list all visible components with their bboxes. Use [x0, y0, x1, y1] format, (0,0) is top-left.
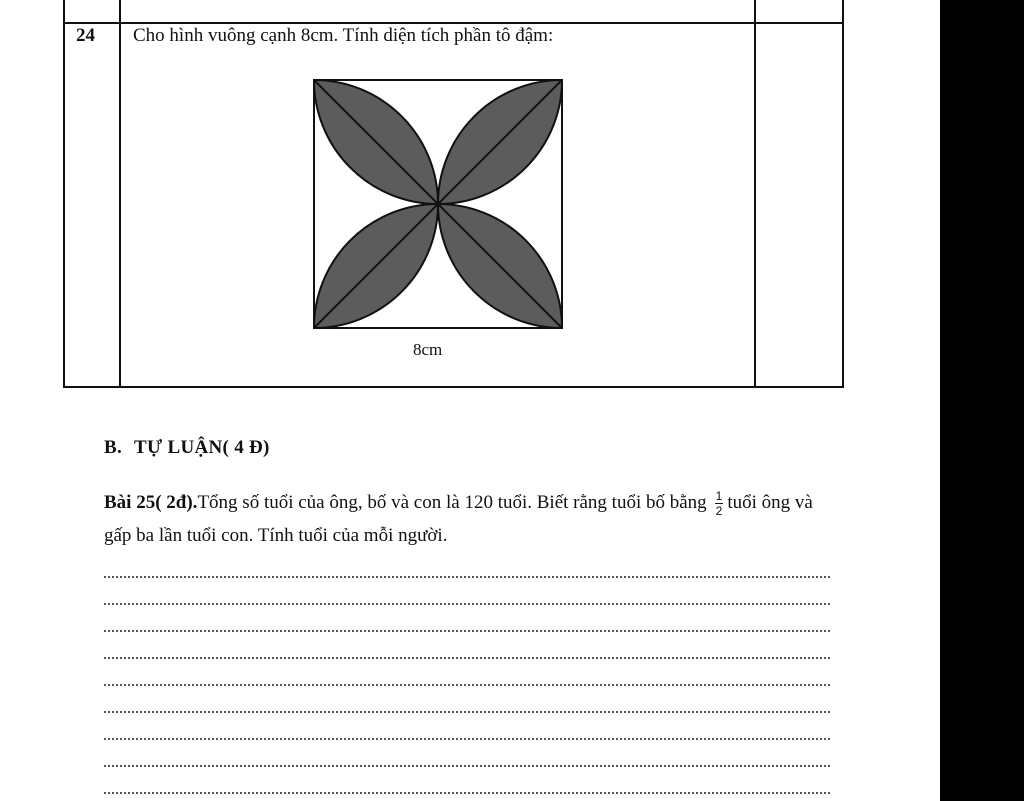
problem-id: Bài 25( 2đ).: [104, 492, 198, 513]
answer-line: [104, 711, 830, 713]
black-border-strip: [940, 0, 1024, 801]
answer-line: [104, 603, 830, 605]
figure-side-label: 8cm: [413, 340, 443, 359]
answer-line: [104, 576, 830, 578]
question-prompt: Cho hình vuông cạnh 8cm. Tính diện tích phần tô đậm:: [133, 25, 554, 46]
shaded-square-figure: [312, 78, 564, 330]
problem-text-2: tuổi ông và gấp ba lần tuổi con. Tính tuổi của mỗi người.: [104, 492, 813, 546]
section-letter: B.: [104, 437, 123, 458]
problem-text-1: Tổng số tuổi của ông, bố và con là 120 tuổi. Biết rằng tuổi bố bằng: [197, 492, 707, 513]
answer-line: [104, 765, 830, 767]
answer-line: [104, 792, 830, 794]
table-top-rule: [65, 22, 842, 24]
table-column-divider: [119, 0, 121, 386]
fraction-numerator: 1: [715, 489, 723, 504]
section-title: TỰ LUẬN( 4 Đ): [134, 437, 270, 458]
answer-line: [104, 657, 830, 659]
answer-line: [104, 738, 830, 740]
answer-line: [104, 630, 830, 632]
section-heading: [104, 437, 270, 459]
answer-line: [104, 684, 830, 686]
fraction-denominator: 2: [715, 504, 723, 519]
table-column-divider: [754, 0, 756, 386]
question-table: [63, 0, 844, 388]
question-number: 24: [76, 25, 95, 46]
fraction: [715, 490, 724, 517]
problem-statement: [104, 486, 844, 552]
